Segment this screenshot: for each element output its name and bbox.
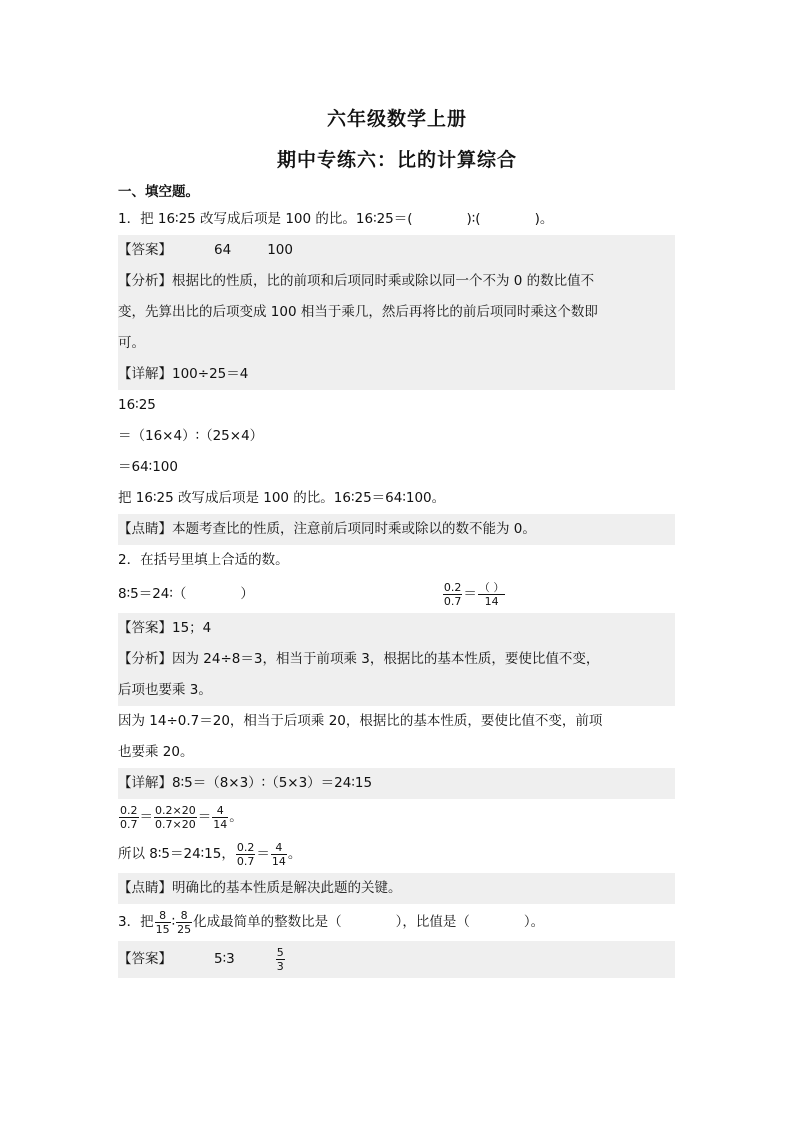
document-title: 六年级数学上册 — [326, 108, 467, 130]
q1-answer-2: 100 — [267, 242, 293, 258]
q2-detail-fraction-1: $\frac{0.2}{0.7}$ — [120, 803, 138, 831]
q2-analysis-line-1: 【分析】因为 24÷8＝3，相当于前项乘 3，根据比的基本性质，要使比值不变， — [118, 644, 675, 675]
q1-detail-line-4: ＝64∶100 — [118, 459, 178, 475]
q1-question: 1．把 16∶25 改写成后项是 100 的比。16∶25＝( )∶( )。 — [118, 211, 554, 227]
content — [118, 180, 675, 978]
q2-parts — [118, 576, 675, 613]
q1-detail-line-5: 把 16∶25 改写成后项是 100 的比。16∶25＝64∶100。 — [118, 490, 446, 506]
q2-analysis-line-4: 也要乘 20。 — [118, 744, 194, 760]
q1-analysis-line-1: 【分析】根据比的性质，比的前项和后项同时乘或除以同一个不为 0 的数比值不 — [118, 266, 675, 297]
q2-detail-line-2: $\frac{0.2}{0.7}$ ＝ $\frac{0.2\times 20}{0.7\times 20}$ ＝ $\frac{4}{14}$ 。 — [120, 803, 243, 831]
q2-answer: 【答案】15；4 — [118, 613, 675, 644]
q2-conclusion-fraction-1: $\frac{0.2}{0.7}$ — [236, 840, 255, 868]
q3-fraction-1: $\frac{8}{15}$ — [155, 908, 170, 936]
q1-comment: 【点睛】本题考查比的性质，注意前后项同时乘或除以的数不能为 0。 — [118, 514, 675, 545]
q2-question: 2．在括号里填上合适的数。 — [118, 552, 289, 568]
q1-answer-label: 【答案】 — [118, 242, 172, 258]
section-heading: 一、填空题。 — [118, 184, 199, 200]
q1-analysis-line-3: 可。 — [118, 328, 675, 359]
q3-fraction-2: $\frac{8}{25}$ — [177, 908, 192, 936]
q3-answer: 【答案】 5∶3 $\frac{5}{3}$ — [118, 941, 675, 978]
q3-answer-ratio: 5∶3 — [214, 951, 235, 967]
q2-detail-line-3: 所以 8∶5＝24∶15， $\frac{0.2}{0.7}$ ＝ $\frac{4}{14}$ 。 — [118, 840, 302, 868]
q2-fraction-left: $\frac{0.2}{0.7}$ — [443, 580, 462, 608]
q2-analysis-line-3: 因为 14÷0.7＝20，相当于后项乘 20，根据比的基本性质，要使比值不变，前项 — [118, 713, 603, 729]
q2-detail-fraction-3: $\frac{4}{14}$ — [213, 803, 228, 831]
q2-detail-fraction-2: $\frac{0.2\times 20}{0.7\times 20}$ — [155, 803, 196, 831]
q1-detail-line-1: 【详解】100÷25＝4 — [118, 359, 675, 390]
q2-fraction-right: $\frac{( )}{14}$ — [478, 580, 505, 608]
q3-answer-fraction: $\frac{5}{3}$ — [276, 945, 284, 973]
q3-question: 3．把 $\frac{8}{15}$ ∶ $\frac{8}{25}$ 化成最简单的整数比是（ ），比值是（ ）。 — [118, 908, 545, 936]
q1-answer-1: 64 — [214, 242, 232, 258]
q1-answer — [118, 235, 675, 266]
q2-analysis-line-2: 后项也要乘 3。 — [118, 675, 675, 706]
q2-equals: ＝ — [463, 586, 477, 602]
q1-analysis-line-2: 变，先算出比的后项变成 100 相当于乘几，然后再将比的前后项同时乘这个数即 — [118, 297, 675, 328]
q2-detail-line-1: 【详解】8∶5＝（8×3）∶（5×3）＝24∶15 — [118, 768, 675, 799]
document-subtitle: 期中专练六：比的计算综合 — [276, 149, 517, 171]
q2-part-a: 8∶5＝24∶（ ） — [118, 586, 254, 602]
q1-detail-line-3: ＝（16×4）∶（25×4） — [118, 428, 264, 444]
q2-conclusion-fraction-2: $\frac{4}{14}$ — [271, 840, 286, 868]
q2-comment: 【点睛】明确比的基本性质是解决此题的关键。 — [118, 873, 675, 904]
q1-detail-line-2: 16∶25 — [118, 397, 156, 413]
